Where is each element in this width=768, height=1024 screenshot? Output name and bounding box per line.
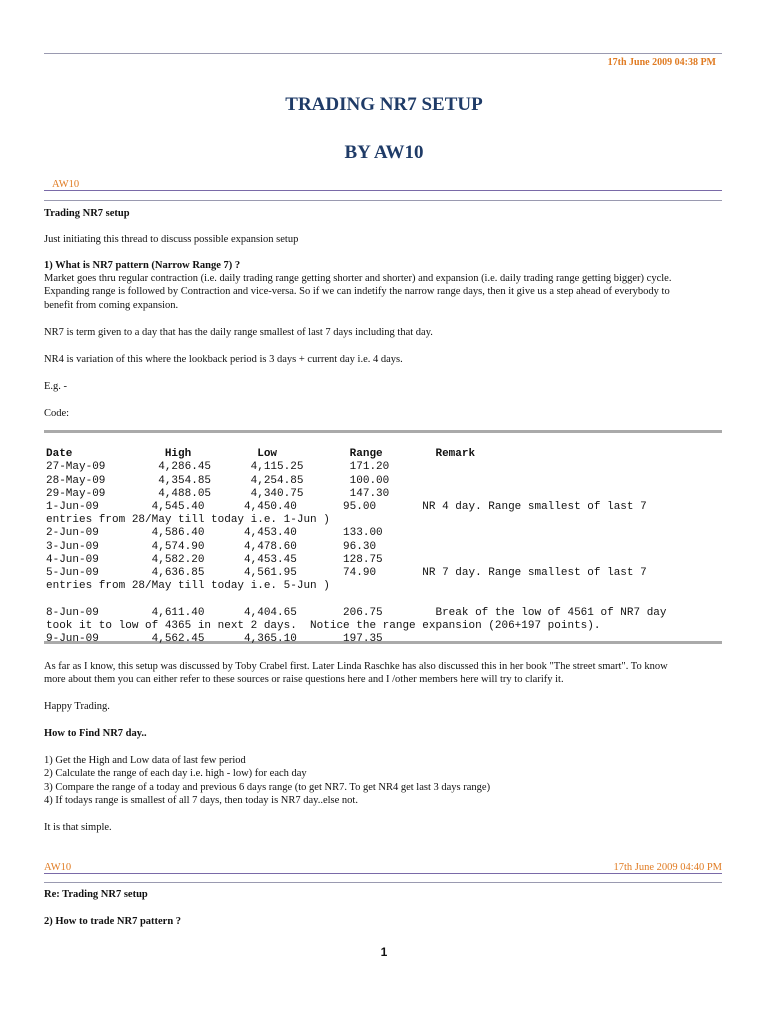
code-label: Code: (44, 408, 70, 419)
howto-heading: How to Find NR7 day.. (44, 728, 147, 739)
post-author[interactable]: AW10 (44, 862, 72, 873)
code-line: 27-May-09 4,286.45 4,115.25 171.20 (46, 461, 390, 474)
code-line: 3-Jun-09 4,574.90 4,478.60 96.30 (46, 540, 377, 553)
post-subject: Re: Trading NR7 setup (44, 889, 148, 900)
list-item: 4) If todays range is smallest of all 7 days, then today is NR7 day..else not. (44, 794, 358, 806)
code-header-line: Date High Low Range Remark (46, 448, 476, 461)
list-item: 3) Compare the range of a today and previous 6 days range (to get NR7. To get NR4 get last 3 days range) (44, 781, 491, 793)
post-intro: Just initiating this thread to discuss possible expansion setup (44, 234, 299, 245)
body-line: Market goes thru regular contraction (i.e. daily trading range getting shorter and shorter) and expansion (i.e. daily trading range getting bigger) cycle. (44, 273, 672, 284)
header-timestamp: 17th June 2009 04:38 PM (607, 57, 716, 68)
page-number: 1 (380, 945, 388, 959)
code-line: took it to low of 4365 in next 2 days. Notice the range expansion (206+197 points). (46, 619, 601, 632)
closing-line: It is that simple. (44, 822, 112, 833)
post-divider (44, 200, 722, 201)
code-content (46, 435, 667, 659)
code-line: 1-Jun-09 4,545.40 4,450.40 95.00 NR 4 day. Range smallest of last 7 (46, 501, 647, 514)
nr4-definition: NR4 is variation of this where the lookback period is 3 days + current day i.e. 4 days. (44, 354, 403, 365)
post-subject: Trading NR7 setup (44, 208, 130, 219)
code-line: 5-Jun-09 4,636.85 4,561.95 74.90 NR 7 day. Range smallest of last 7 (46, 567, 647, 580)
list-item: 1) Get the High and Low data of last few period (44, 755, 246, 766)
list-item: 2) Calculate the range of each day i.e. high - low) for each day (44, 768, 307, 780)
code-line: 28-May-09 4,354.85 4,254.85 100.00 (46, 474, 390, 487)
steps-list (44, 754, 724, 807)
source-paragraph (44, 660, 724, 687)
code-line: 4-Jun-09 4,582.20 4,453.45 128.75 (46, 553, 383, 566)
page-subtitle: BY AW10 (344, 142, 424, 163)
example-label: E.g. - (44, 381, 68, 392)
question-1-heading: 1) What is NR7 pattern (Narrow Range 7) ? (44, 260, 241, 271)
body-line: As far as I know, this setup was discussed by Toby Crabel first. Later Linda Raschke has also discussed this in her book "The street smart". To know (44, 661, 668, 672)
author-divider (44, 873, 722, 874)
body-line: Expanding range is followed by Contraction and vice-versa. So if we can indetify the narrow range days, then it give us a step ahead of everybody to (44, 286, 670, 298)
nr7-definition: NR7 is term given to a day that has the daily range smallest of last 7 days including that day. (44, 327, 433, 338)
code-line: entries from 28/May till today i.e. 1-Jun ) (46, 514, 330, 527)
author-divider (44, 190, 722, 191)
page-title: TRADING NR7 SETUP (285, 94, 483, 115)
code-line: 29-May-09 4,488.05 4,340.75 147.30 (46, 487, 390, 500)
code-line (46, 593, 667, 606)
top-divider (44, 53, 722, 54)
code-line: entries from 28/May till today i.e. 5-Jun ) (46, 580, 330, 593)
body-line: benefit from coming expansion. (44, 299, 179, 311)
post-author[interactable]: AW10 (52, 179, 80, 190)
post-timestamp: 17th June 2009 04:40 PM (613, 862, 722, 873)
code-line: 8-Jun-09 4,611.40 4,404.65 206.75 Break of the low of 4561 of NR7 day (46, 606, 667, 619)
question-2-heading: 2) How to trade NR7 pattern ? (44, 916, 182, 927)
code-line: 2-Jun-09 4,586.40 4,453.40 133.00 (46, 527, 383, 540)
body-line: more about them you can either refer to these sources or raise questions here and I /other members here will try to clarify it. (44, 674, 564, 686)
code-line: 9-Jun-09 4,562.45 4,365.10 197.35 (46, 633, 383, 646)
post-divider (44, 882, 722, 883)
question-1-body (44, 272, 724, 312)
signoff: Happy Trading. (44, 701, 110, 712)
